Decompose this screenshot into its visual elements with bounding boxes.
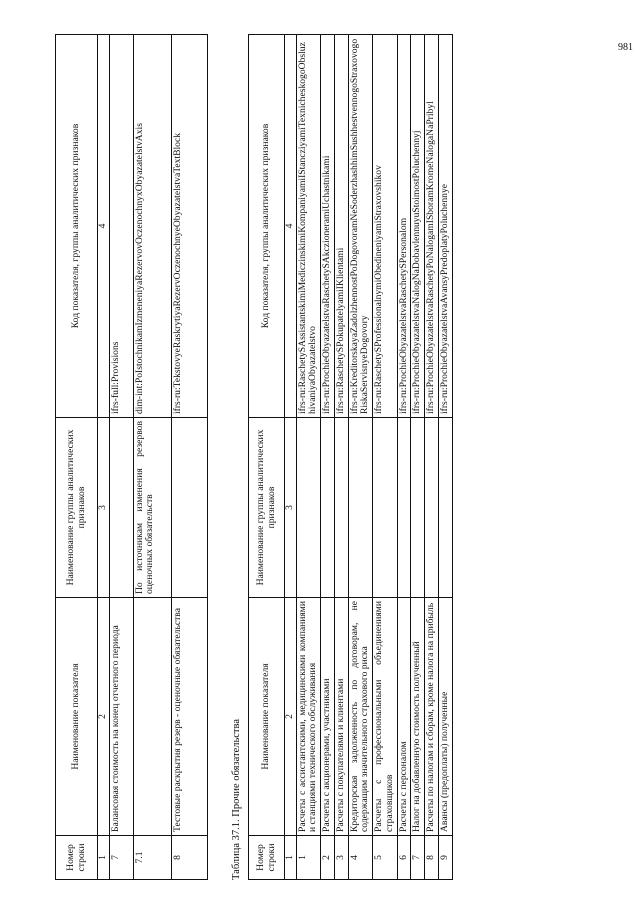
row-number: 7: [109, 836, 133, 880]
row-number: 4: [348, 836, 372, 880]
group-name: [321, 418, 335, 598]
column-number-row: [98, 35, 110, 880]
column-number: 3: [285, 418, 297, 598]
indicator-name: [133, 598, 171, 836]
group-name: [296, 418, 320, 598]
column-number: 1: [98, 836, 110, 880]
table-header-row: [249, 35, 285, 880]
row-number: 9: [438, 836, 452, 880]
table-row: [425, 35, 439, 880]
indicator-name: Балансовая стоимость на конец отчетного периода: [109, 598, 133, 836]
indicator-code: ifrs-ru:ProchieObyazatelstvaNalogNaDobavlennuyuStoimostPoluchennyj: [411, 35, 425, 418]
table-row: [109, 35, 133, 880]
table-row: [397, 35, 411, 880]
indicator-code: ifrs-ru:ProchieObyazatelstvaRaschetySAkczioneramiUchastnikami: [321, 35, 335, 418]
column-number: 2: [285, 598, 297, 836]
table-row: [321, 35, 335, 880]
indicator-name: Расчеты с персоналом: [397, 598, 411, 836]
table-row: [334, 35, 348, 880]
indicator-name: Тестовые раскрытия резерв - оценочные обязательства: [171, 598, 207, 836]
group-name: По источникам изменения резервов оценочных обязательств: [133, 418, 171, 598]
indicator-code: ifrs-ru:KreditorskayaZadolzhennostPoDogovoramNeSoderzhashhimSushhestvennogoStraxovogoRiskaServisnyeDogovory: [348, 35, 372, 418]
indicator-name: Расчеты с покупателями и клиентами: [334, 598, 348, 836]
indicator-name: Расчеты с профессиональными объединениями страховщиков: [373, 598, 397, 836]
row-number: 8: [425, 836, 439, 880]
header-group-name: Наименование группы аналитических признаков: [56, 418, 98, 598]
indicator-code: dim-int:PoIstochnikamIzmeneniyaRezervovOczenochnyxObyazatelstvAxis: [133, 35, 171, 418]
indicator-code: ifrs-ru:RaschetySAssistantskimiMediczinskimiKompaniyamiIStancziyamiTexnicheskogoObsluzhivaniyaObyazatelstvo: [296, 35, 320, 418]
row-number: 7.1: [133, 836, 171, 880]
header-indicator-name: Наименование показателя: [249, 598, 285, 836]
indicator-name: Расчеты по налогам и сборам, кроме налога на прибыль: [425, 598, 439, 836]
row-number: 1: [296, 836, 320, 880]
column-number: 1: [285, 836, 297, 880]
group-name: [373, 418, 397, 598]
group-name: [109, 418, 133, 598]
page-number: 981: [618, 42, 633, 53]
group-name: [334, 418, 348, 598]
group-name: [438, 418, 452, 598]
row-number: 6: [397, 836, 411, 880]
group-name: [397, 418, 411, 598]
indicator-name: Налог на добавленную стоимость полученный: [411, 598, 425, 836]
indicator-code: ifrs-ru:TekstovyeRaskrytiyaRezervOczenochnyeObyazatelstvaTextBlock: [171, 35, 207, 418]
indicator-code: ifrs-ru:ProchieObyazatelstvaRaschetyPoNalogamISboramKromeNalogaNaPribyl: [425, 35, 439, 418]
column-number: 3: [98, 418, 110, 598]
column-number-row: [285, 35, 297, 880]
table-row: [133, 35, 171, 880]
other-liabilities-table: [248, 34, 453, 880]
indicator-code: ifrs-ru:RaschetySProfessionalnymiObedineniyamiStraxovshikov: [373, 35, 397, 418]
table-row: [348, 35, 372, 880]
indicator-name: Авансы (предоплаты) полученные: [438, 598, 452, 836]
header-row-number: Номер строки: [249, 836, 285, 880]
header-row-number: Номер строки: [56, 836, 98, 880]
column-number: 4: [98, 35, 110, 418]
header-code: Код показателя, группы аналитических признаков: [56, 35, 98, 418]
table-row: [296, 35, 320, 880]
column-number: 2: [98, 598, 110, 836]
table-header-row: [56, 35, 98, 880]
indicator-name: Кредиторская задолженность по договорам, не содержащим значительного страхового риска: [348, 598, 372, 836]
indicator-name: Расчеты с акционерами, участниками: [321, 598, 335, 836]
row-number: 2: [321, 836, 335, 880]
row-number: 3: [334, 836, 348, 880]
group-name: [425, 418, 439, 598]
row-number: 7: [411, 836, 425, 880]
table-row: [438, 35, 452, 880]
table-row: [373, 35, 397, 880]
indicator-name: Расчеты с ассистантскими, медицинскими компаниями и станциями технического обслуживания: [296, 598, 320, 836]
table-caption: Таблица 37.1. Прочие обязательства: [231, 719, 242, 880]
indicator-code: ifrs-ru:ProchieObyazatelstvaRaschetySPersonalom: [397, 35, 411, 418]
row-number: 8: [171, 836, 207, 880]
table-row: [171, 35, 207, 880]
indicator-code: ifrs-ru:ProchieObyazatelstvaAvansyPredoplatyPoluchennye: [438, 35, 452, 418]
table-row: [411, 35, 425, 880]
group-name: [411, 418, 425, 598]
group-name: [171, 418, 207, 598]
indicator-code: ifrs-full:Provisions: [109, 35, 133, 418]
group-name: [348, 418, 372, 598]
rotated-page: [55, 35, 635, 880]
row-number: 5: [373, 836, 397, 880]
header-indicator-name: Наименование показателя: [56, 598, 98, 836]
indicator-code: ifrs-ru:RaschetySPokupatelyamiIKlientami: [334, 35, 348, 418]
header-group-name: Наименование группы аналитических признаков: [249, 418, 285, 598]
provisions-table: [55, 34, 208, 880]
header-code: Код показателя, группы аналитических признаков: [249, 35, 285, 418]
column-number: 4: [285, 35, 297, 418]
